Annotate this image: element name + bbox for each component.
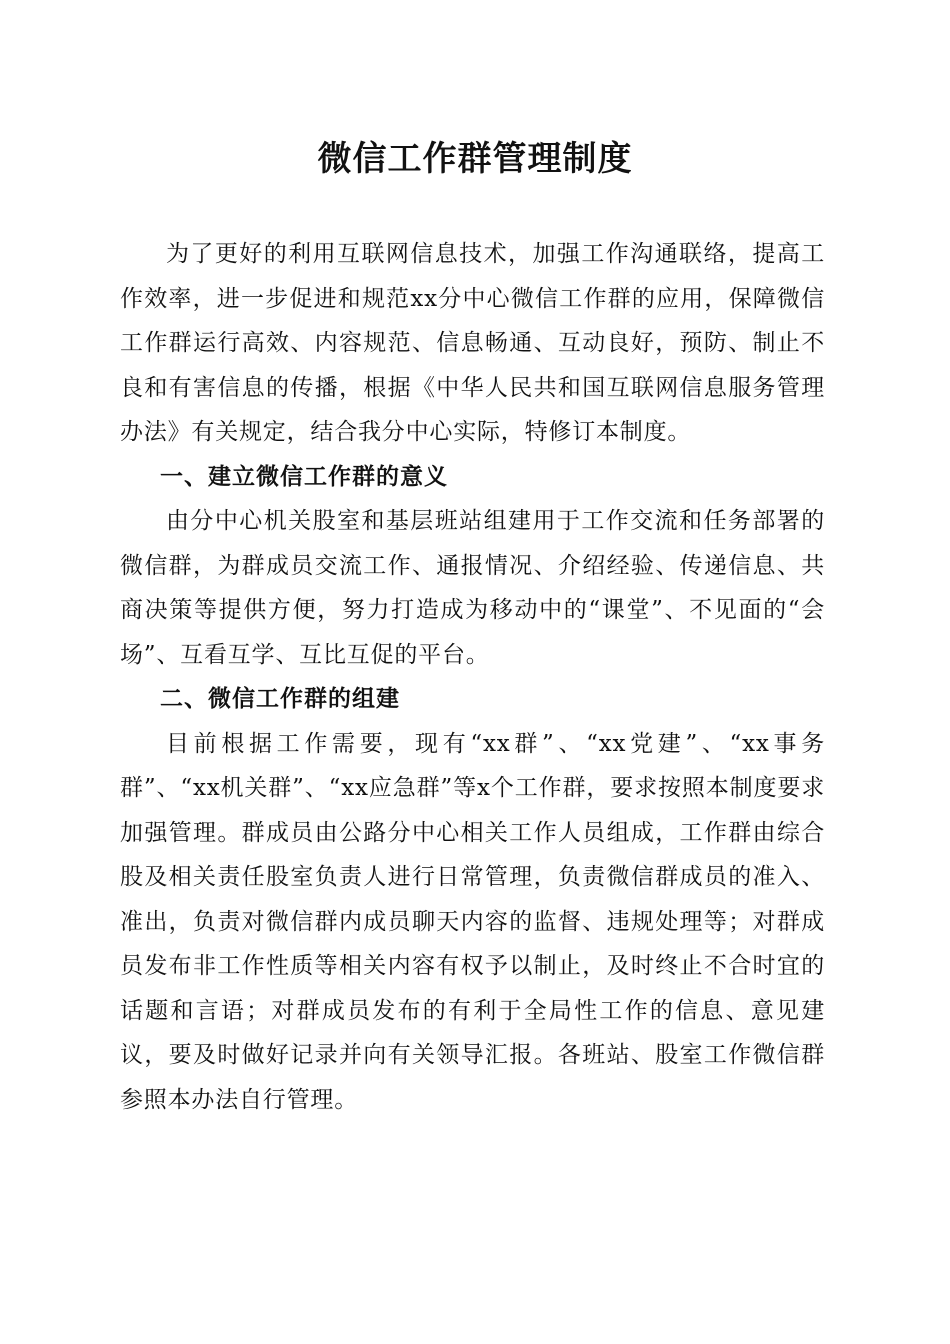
section-heading-significance: 一、建立微信工作群的意义	[160, 463, 448, 490]
section-heading-formation: 二、微信工作群的组建	[160, 686, 400, 712]
section-body-significance: 由分中心机关股室和基层班站组建用于工作交流和任务部署的微信群，为群成员交流工作、通报情况、介绍经验、传递信息、共商决策等提供方便，努力打造成为移动中的“课堂”、不见面的“会场”、互看互学、互比互促的平台。	[120, 508, 825, 668]
document-body	[120, 232, 825, 1122]
section-body-formation: 目前根据工作需要，现有“xx群”、“xx党建”、“xx事务群”、“xx机关群”、“xx应急群”等x个工作群，要求按照本制度要求加强管理。群成员由公路分中心相关工作人员组成，工作群由综合股及相关责任股室负责人进行日常管理，负责微信群成员的准入、准出，负责对微信群内成员聊天内容的监督、违规处理等；对群成员发布非工作性质等相关内容有权予以制止，及时终止不合时宜的话题和言语；对群成员发布的有利于全局性工作的信息、意见建议，要及时做好记录并向有关领导汇报。各班站、股室工作微信群参照本办法自行管理。	[120, 730, 825, 1113]
document-title: 微信工作群管理制度	[317, 139, 633, 179]
intro-paragraph: 为了更好的利用互联网信息技术，加强工作沟通联络，提高工作效率，进一步促进和规范xx分中心微信工作群的应用，保障微信工作群运行高效、内容规范、信息畅通、互动良好，预防、制止不良和有害信息的传播，根据《中华人民共和国互联网信息服务管理办法》有关规定，结合我分中心实际，特修订本制度。	[120, 241, 825, 445]
